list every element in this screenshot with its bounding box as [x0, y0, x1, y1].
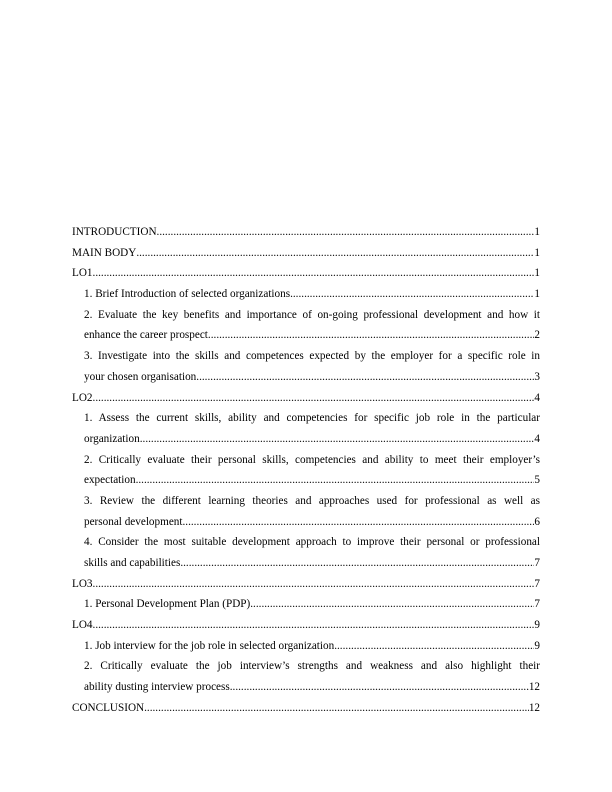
toc-leader-dots — [93, 263, 535, 284]
toc-page-number: 12 — [528, 681, 540, 694]
toc-entry-lo3[interactable] — [72, 574, 540, 595]
toc-entry-lo1-3[interactable] — [72, 346, 540, 387]
toc-leader-dots — [157, 222, 535, 243]
toc-entry-label: 1. Brief Introduction of selected organizations — [84, 288, 291, 301]
toc-page-number: 7 — [534, 577, 540, 590]
toc-page-number: 9 — [534, 639, 540, 652]
toc-page-number: 6 — [534, 515, 540, 528]
toc-leader-dots — [93, 574, 535, 595]
toc-leader-dots — [93, 388, 535, 409]
toc-page-number: 1 — [534, 226, 540, 238]
toc-leader-dots — [230, 677, 529, 698]
toc-page-number: 7 — [534, 557, 540, 569]
toc-entry-lo1[interactable] — [72, 263, 540, 284]
toc-leader-dots — [196, 367, 534, 388]
toc-entry-first-line: 2. Critically evaluate their personal skills, competencies and ability to meet their employer’s — [84, 453, 540, 466]
toc-entry-lo2-4[interactable] — [72, 532, 540, 573]
toc-entry-label: LO3 — [72, 577, 93, 590]
toc-page-number: 3 — [534, 370, 540, 383]
toc-entry-label: expectation — [84, 474, 136, 487]
toc-entry-label: 1. Job interview for the job role in selected organization — [84, 639, 335, 652]
toc-entry-first-line: 1. Assess the current skills, ability and competencies for specific job role in the particular — [84, 412, 540, 425]
toc-entry-label: LO2 — [72, 391, 93, 404]
toc-leader-dots — [250, 594, 534, 615]
toc-entry-lo4-1[interactable] — [72, 636, 540, 657]
toc-entry-first-line: 3. Review the different learning theories and approaches used for professional as well as — [84, 494, 540, 507]
toc-page-number: 1 — [534, 288, 540, 301]
toc-entry-label: CONCLUSION — [72, 701, 145, 714]
toc-entry-lo1-2[interactable] — [72, 305, 540, 346]
toc-entry-label: INTRODUCTION — [72, 226, 157, 238]
toc-entry-label: enhance the career prospect — [84, 329, 208, 342]
toc-leader-dots — [136, 470, 535, 491]
toc-entry-label: organization — [84, 432, 140, 445]
toc-leader-dots — [144, 698, 529, 719]
toc-entry-lo2-1[interactable] — [72, 408, 540, 449]
toc-entry-label: your chosen organisation — [84, 370, 197, 383]
toc-leader-dots — [140, 429, 535, 450]
toc-page-number: 4 — [534, 391, 540, 404]
toc-entry-first-line: 3. Investigate into the skills and competences expected by the employer for a specific role in — [84, 350, 540, 363]
toc-entry-lo3-1[interactable] — [72, 594, 540, 615]
toc-entry-lo2-3[interactable] — [72, 491, 540, 532]
toc-entry-first-line: 2. Evaluate the key benefits and importance of on-going professional development and how it — [84, 308, 540, 321]
toc-entry-lo2[interactable] — [72, 388, 540, 409]
toc-page-number: 1 — [534, 267, 540, 280]
toc-entry-lo4-2[interactable] — [72, 656, 540, 697]
toc-entry-lo4[interactable] — [72, 615, 540, 636]
table-of-contents — [72, 222, 540, 719]
toc-entry-label: personal development — [84, 515, 183, 528]
toc-page-number: 4 — [534, 432, 540, 445]
toc-page-number: 12 — [528, 701, 540, 714]
toc-leader-dots — [334, 636, 534, 657]
toc-leader-dots — [290, 284, 534, 305]
toc-page-number: 2 — [534, 329, 540, 342]
toc-entry-label: ability dusting interview process — [84, 681, 230, 694]
toc-entry-label: MAIN BODY — [72, 246, 137, 259]
toc-leader-dots — [182, 512, 534, 533]
toc-page-number: 1 — [534, 246, 540, 259]
toc-page-number: 7 — [534, 598, 540, 611]
toc-entry-conclusion[interactable] — [72, 698, 540, 719]
toc-entry-lo1-1[interactable] — [72, 284, 540, 305]
toc-entry-main-body[interactable] — [72, 243, 540, 264]
toc-leader-dots — [180, 553, 534, 574]
toc-leader-dots — [93, 615, 535, 636]
toc-entry-label: 1. Personal Development Plan (PDP) — [84, 598, 251, 611]
toc-entry-lo2-2[interactable] — [72, 450, 540, 491]
toc-page-number: 9 — [534, 619, 540, 632]
toc-entry-first-line: 2. Critically evaluate the job interview’s strengths and weakness and also highlight their — [84, 660, 540, 673]
toc-entry-label: LO4 — [72, 619, 93, 632]
toc-entry-label: LO1 — [72, 267, 93, 280]
toc-page-number: 5 — [534, 474, 540, 487]
toc-entry-introduction[interactable] — [72, 222, 540, 243]
toc-entry-label: skills and capabilities — [84, 557, 181, 569]
toc-entry-first-line: 4. Consider the most suitable development approach to improve their personal or professional — [84, 536, 540, 549]
toc-leader-dots — [208, 325, 534, 346]
toc-leader-dots — [136, 243, 534, 264]
